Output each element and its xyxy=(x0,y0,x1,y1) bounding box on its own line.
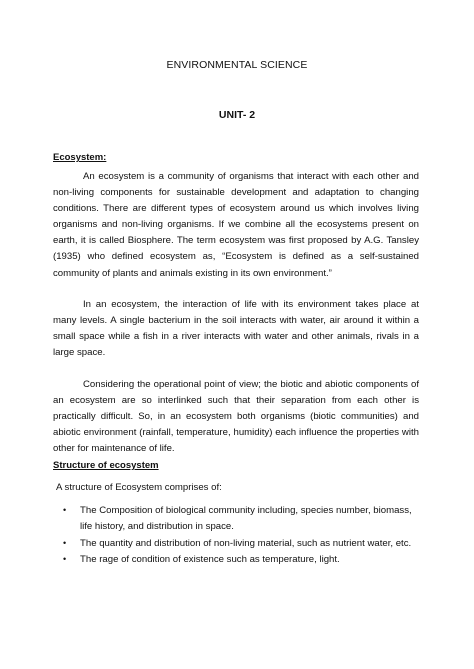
structure-bullet-list xyxy=(56,503,418,569)
ecosystem-paragraph-1: An ecosystem is a community of organisms that interact with each other and non-living components for sustainable development and adaptation to changing conditions. There are different types of ecosystem around us which involves living organisms and non-living organisms. If we combine all the ecosystems present on earth, it is called Biosphere. The term ecosystem was first proposed by A.G. Tansley (1935) who defined ecosystem as, “Ecosystem is defined as a self-sustained community of plants and animals existing in its own environment.” xyxy=(53,171,419,279)
bullet-icon: • xyxy=(63,505,67,515)
list-item-text: The rage of condition of existence such as temperature, light. xyxy=(80,554,340,566)
list-item xyxy=(56,552,418,568)
list-item-text: The Composition of biological community including, species number, biomass, life history, and distribution in space. xyxy=(80,505,412,532)
ecosystem-paragraph-3: Considering the operational point of view; the biotic and abiotic components of an ecosystem are so interlinked such that their separation from each other is practically difficult. So, in an ecosystem both organisms (biotic communities) and abiotic environment (rainfall, temperature, humidity) each influence the properties with other for maintenance of life. xyxy=(53,379,419,455)
list-item xyxy=(56,503,418,535)
unit-heading: UNIT- 2 xyxy=(218,109,256,121)
bullet-icon: • xyxy=(63,554,67,565)
bullet-icon: • xyxy=(63,537,67,548)
structure-heading: Structure of ecosystem xyxy=(53,460,159,471)
list-item-text: The quantity and distribution of non-living material, such as nutrient water, etc. xyxy=(80,537,412,549)
list-item xyxy=(56,536,418,552)
document-title: ENVIRONMENTAL SCIENCE xyxy=(166,59,308,71)
ecosystem-heading: Ecosystem: xyxy=(53,152,107,163)
structure-intro: A structure of Ecosystem comprises of: xyxy=(56,482,222,493)
ecosystem-paragraph-2: In an ecosystem, the interaction of life with its environment takes place at many levels. A single bacterium in the soil interacts with water, air around it within a small space while a fish in a river interacts with water and other animals, rivals in a large space. xyxy=(53,299,419,359)
